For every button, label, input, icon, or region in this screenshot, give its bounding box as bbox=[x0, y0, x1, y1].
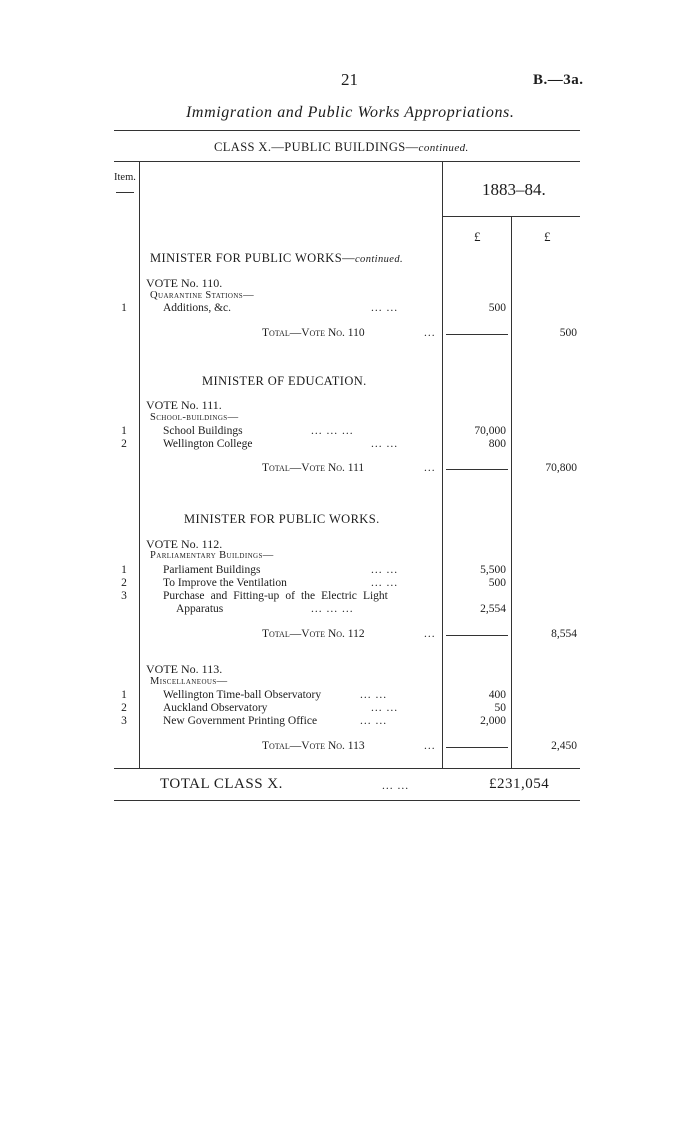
vote-heading: VOTE No. 112. bbox=[146, 537, 223, 551]
year-header: 1883–84. bbox=[482, 180, 546, 199]
item-label: Auckland Observatory bbox=[163, 702, 268, 714]
leader-dots: ... ... bbox=[371, 438, 399, 450]
page-number: 21 bbox=[341, 70, 358, 89]
item-amount: 70,000 bbox=[474, 425, 506, 437]
leader-dots: ... ... bbox=[371, 577, 399, 589]
total-rule bbox=[446, 747, 508, 748]
item-header-underline bbox=[116, 192, 134, 193]
item-number: 2 bbox=[121, 438, 127, 450]
currency-label-2: £ bbox=[544, 229, 551, 244]
grand-total-bottom-rule bbox=[114, 800, 580, 801]
vote-heading: VOTE No. 111. bbox=[146, 398, 222, 412]
subhead: School-buildings— bbox=[150, 412, 239, 423]
total-dots: ... bbox=[424, 628, 436, 640]
item-amount: 5,500 bbox=[480, 564, 506, 576]
grand-total: £231,054 bbox=[489, 776, 550, 792]
leader-dots: ... ... bbox=[371, 564, 399, 576]
total-rule bbox=[446, 334, 508, 335]
currency-label-1: £ bbox=[474, 229, 481, 244]
amount-column-rule bbox=[442, 161, 443, 769]
total-dots: ... bbox=[424, 740, 436, 752]
item-amount: 800 bbox=[488, 438, 506, 450]
total-rule bbox=[446, 635, 508, 636]
grand-total-dots: ... ... bbox=[382, 780, 410, 792]
class-heading-suffix: continued. bbox=[418, 142, 469, 154]
vote-total: 500 bbox=[559, 327, 577, 339]
item-number: 3 bbox=[121, 590, 127, 602]
item-number: 3 bbox=[121, 715, 127, 727]
item-label: Wellington Time-ball Observatory bbox=[163, 689, 322, 701]
section-minister-heading: MINISTER OF EDUCATION. bbox=[202, 374, 367, 388]
vote-total-label: Total—Vote No. 112 bbox=[262, 628, 365, 640]
subhead: Miscellaneous— bbox=[150, 676, 228, 687]
item-column-header: Item. bbox=[114, 172, 136, 183]
vote-total: 70,800 bbox=[545, 462, 577, 474]
section-minister-heading: MINISTER FOR PUBLIC WORKS. bbox=[184, 512, 380, 526]
item-column-rule bbox=[139, 161, 140, 769]
item-label: Additions, &c. bbox=[163, 302, 232, 314]
header-rule bbox=[114, 130, 580, 131]
minister-text: MINISTER FOR PUBLIC WORKS— bbox=[150, 251, 355, 265]
total-dots: ... bbox=[424, 327, 436, 339]
vote-total-label: Total—Vote No. 110 bbox=[262, 327, 365, 339]
item-amount: 500 bbox=[488, 577, 506, 589]
leader-dots: ... ... bbox=[371, 302, 399, 314]
item-label: Wellington College bbox=[163, 438, 253, 450]
subtotal-column-rule bbox=[511, 216, 512, 769]
item-number: 1 bbox=[121, 302, 127, 314]
report-code: B.—3a. bbox=[533, 72, 584, 88]
item-number: 1 bbox=[121, 425, 127, 437]
item-amount: 2,554 bbox=[480, 603, 506, 615]
total-rule bbox=[446, 469, 508, 470]
total-dots: ... bbox=[424, 462, 436, 474]
item-number: 2 bbox=[121, 702, 127, 714]
item-number: 1 bbox=[121, 564, 127, 576]
item-amount: 500 bbox=[488, 302, 506, 314]
item-amount: 400 bbox=[488, 689, 506, 701]
vote-heading: VOTE No. 110. bbox=[146, 276, 223, 290]
leader-dots: ... ... bbox=[371, 702, 399, 714]
running-title: Immigration and Public Works Appropriations. bbox=[186, 104, 515, 121]
subhead: Parliamentary Buildings— bbox=[150, 550, 274, 561]
class-heading-text: CLASS X.—PUBLIC BUILDINGS— bbox=[214, 140, 419, 154]
vote-total: 2,450 bbox=[551, 740, 577, 752]
item-label: Purchase and Fitting-up of the Electric Light bbox=[163, 590, 388, 602]
leader-dots: ... ... ... bbox=[311, 603, 354, 615]
vote-total-label: Total—Vote No. 111 bbox=[262, 462, 365, 474]
item-label-continued: Apparatus bbox=[176, 603, 224, 615]
item-label: Parliament Buildings bbox=[163, 564, 261, 576]
item-label: School Buildings bbox=[163, 425, 243, 437]
item-number: 1 bbox=[121, 689, 127, 701]
year-header-rule bbox=[442, 216, 580, 217]
leader-dots: ... ... ... bbox=[311, 425, 354, 437]
vote-heading: VOTE No. 113. bbox=[146, 662, 223, 676]
item-label: New Government Printing Office bbox=[163, 715, 318, 727]
item-amount: 50 bbox=[494, 702, 506, 714]
item-amount: 2,000 bbox=[480, 715, 506, 727]
class-heading bbox=[214, 140, 469, 155]
table-top-rule bbox=[114, 161, 580, 162]
leader-dots: ... ... bbox=[360, 689, 388, 701]
vote-total: 8,554 bbox=[551, 628, 577, 640]
subhead: Quarantine Stations— bbox=[150, 290, 254, 301]
grand-total-label: TOTAL CLASS X. bbox=[160, 776, 283, 792]
section-minister-heading bbox=[150, 251, 403, 266]
item-number: 2 bbox=[121, 577, 127, 589]
vote-total-label: Total—Vote No. 113 bbox=[262, 740, 365, 752]
leader-dots: ... ... bbox=[360, 715, 388, 727]
grand-total-top-rule bbox=[114, 768, 580, 769]
item-label: To Improve the Ventilation bbox=[163, 577, 287, 589]
minister-suffix: continued. bbox=[355, 254, 404, 265]
